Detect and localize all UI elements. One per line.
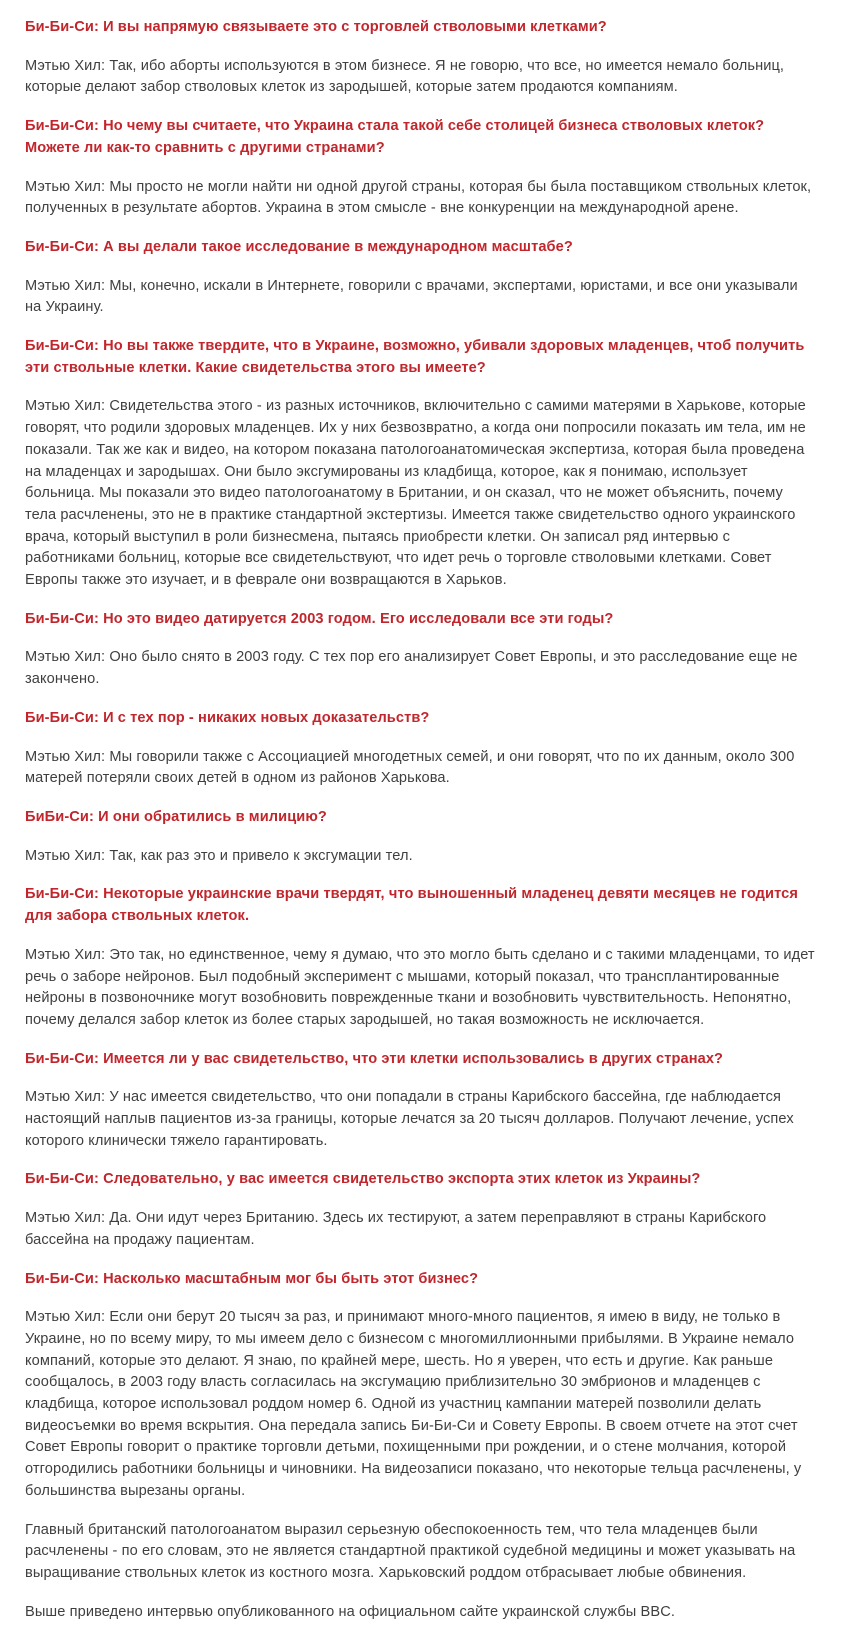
interview-question: Би-Би-Си: Следовательно, у вас имеется свидетельство экспорта этих клеток из Украины? <box>25 1171 701 1188</box>
interview-answer: Мэтью Хил: Мы говорили также с Ассоциацией многодетных семей, и они говорят, что по их данным, около 300 матерей потеряли своих детей в одном из районов Харькова. <box>25 748 795 787</box>
interview-question: Би-Би-Си: Но это видео датируется 2003 годом. Его исследовали все эти годы? <box>25 610 614 627</box>
interview-question: Би-Би-Си: Некоторые украинские врачи твердят, что выношенный младенец девяти месяцев не годится для забора ствольных клеток. <box>25 886 798 925</box>
interview-question: Би-Би-Си: И с тех пор - никаких новых доказательств? <box>25 709 430 726</box>
interview-answer: Мэтью Хил: Так, как раз это и привело к эксгумации тел. <box>25 847 413 864</box>
interview-question: Би-Би-Си: Имеется ли у вас свидетельство, что эти клетки использовались в других странах? <box>25 1050 724 1067</box>
interview-question: Би-Би-Си: Но чему вы считаете, что Украина стала такой себе столицей бизнеса стволовых клеток? Можете ли как-то сравнить с другими странами? <box>25 118 765 156</box>
interview-question: Би-Би-Си: И вы напрямую связываете это с торговлей стволовыми клетками? <box>25 19 607 35</box>
article-paragraph: Выше приведено интервью опубликованного на официальном сайте украинской службы BBC. <box>25 1603 675 1620</box>
interview-answer: Мэтью Хил: Да. Они идут через Британию. Здесь их тестируют, а затем переправляют в страны Карибского бассейна на продажу пациентам. <box>25 1210 767 1248</box>
interview-answer: Мэтью Хил: Мы, конечно, искали в Интернете, говорили с врачами, экспертами, юристами, и все они указывали на Украину. <box>25 277 798 316</box>
interview-answer: Мэтью Хил: Свидетельства этого - из разных источников, включительно с самими матерями в Харькове, которые говорят, что родили здоровых младенцев. Их у них безвозвратно, а когда они попросили показать им тела, им не показали. Так же как и видео, на котором показана патологоанатомическая экспертиза, которая была проведена на младенцах и зародышах. Они было эксгумированы из кладбища, которое, как я понимаю, использует больница. Мы показали это видео патологоанатому в Британии, и он сказал, что не может объяснить, почему тела расчленены, это не в практике стандартной экстертизы. Имеется также свидетельство одного украинского врача, который выступил в роли бизнесмена, пытаясь приобрести клетки. Он записал ряд интервью с работниками больниц, которые все свидетельствуют, что идет речь о торговле стволовыми клетками. Совет Европы также это изучает, и в феврале они возвращаются в Харьков. <box>25 398 806 589</box>
interview-answer: Мэтью Хил: Если они берут 20 тысяч за раз, и принимают много-много пациентов, я имею в виду, не только в Украине, но по всему миру, то мы имеем дело с бизнесом с многомиллионными прибылями. В Украине немало компаний, которые это делают. Я знаю, по крайней мере, шесть. Но я уверен, что есть и другие. Как раньше сообщалось, в 2003 году власть согласилась на эксгумацию приблизительно 30 эмбрионов и младенцев с кладбища, которое использовал роддом номер 6. Одной из участниц кампании матерей позволили делать видеосъемки во время вскрытия. Она передала запись Би-Би-Си и Совету Европы. В своем отчете на этот счет Совет Европы говорит о практике торговли детьми, похищенными при рождении, и о стене молчания, которой отгородились работники больницы и чиновники. На видеозаписи показано, что некоторые тельца расчленены, у большинства вырезаны органы. <box>25 1309 802 1499</box>
article-paragraph: Главный британский патологоанатом выразил серьезную обеспокоенность тем, что тела младенцев были расчленены - по его словам, это не является стандартной практикой судебной медицины и может указывать на выращивание ствольных клеток из костного мозга. Харьковский роддом отбрасывает любые обвинения. <box>25 1521 796 1581</box>
interview-answer: Мэтью Хил: У нас имеется свидетельство, что они попадали в страны Карибского бассейна, где наблюдается настоящий наплыв пациентов из-за границы, которые лечатся за 20 тысяч долларов. Получают лечение, успех которого клинически тяжело гарантировать. <box>25 1089 794 1149</box>
interview-answer: Мэтью Хил: Мы просто не могли найти ни одной другой страны, которая бы была поставщиком ствольных клеток, полученных в результате абортов. Украина в этом смысле - вне конкуренции на международной арене. <box>25 178 812 217</box>
interview-answer: Мэтью Хил: Это так, но единственное, чему я думаю, что это могло быть сделано и с такими младенцами, то идет речь о заборе нейронов. Был подобный эксперимент с мышами, который показал, что трансплантированные нейроны в позвоночнике могут возобновить поврежденные ткани и возобновить чувствительность. Непонятно, почему делался забор клеток из более старых зародышей, но такая возможность не исключается. <box>25 946 815 1028</box>
interview-question: Би-Би-Си: А вы делали такое исследование в международном масштабе? <box>25 238 573 255</box>
interview-question: Би-Би-Си: Насколько масштабным мог бы быть этот бизнес? <box>25 1270 479 1287</box>
interview-answer: Мэтью Хил: Оно было снято в 2003 году. С тех пор его анализирует Совет Европы, и это расследование еще не закончено. <box>25 649 798 688</box>
interview-question: БиБи-Си: И они обратились в милицию? <box>25 808 327 825</box>
interview-answer: Мэтью Хил: Так, ибо аборты используются в этом бизнесе. Я не говорю, что все, но имеется немало больниц, которые делают забор стволовых клеток из зародышей, которые затем продаются компаниям. <box>25 57 785 96</box>
interview-question: Би-Би-Си: Но вы также твердите, что в Украине, возможно, убивали здоровых младенцев, чтоб получить эти ствольные клетки. Какие свидетельства этого вы имеете? <box>25 338 805 376</box>
